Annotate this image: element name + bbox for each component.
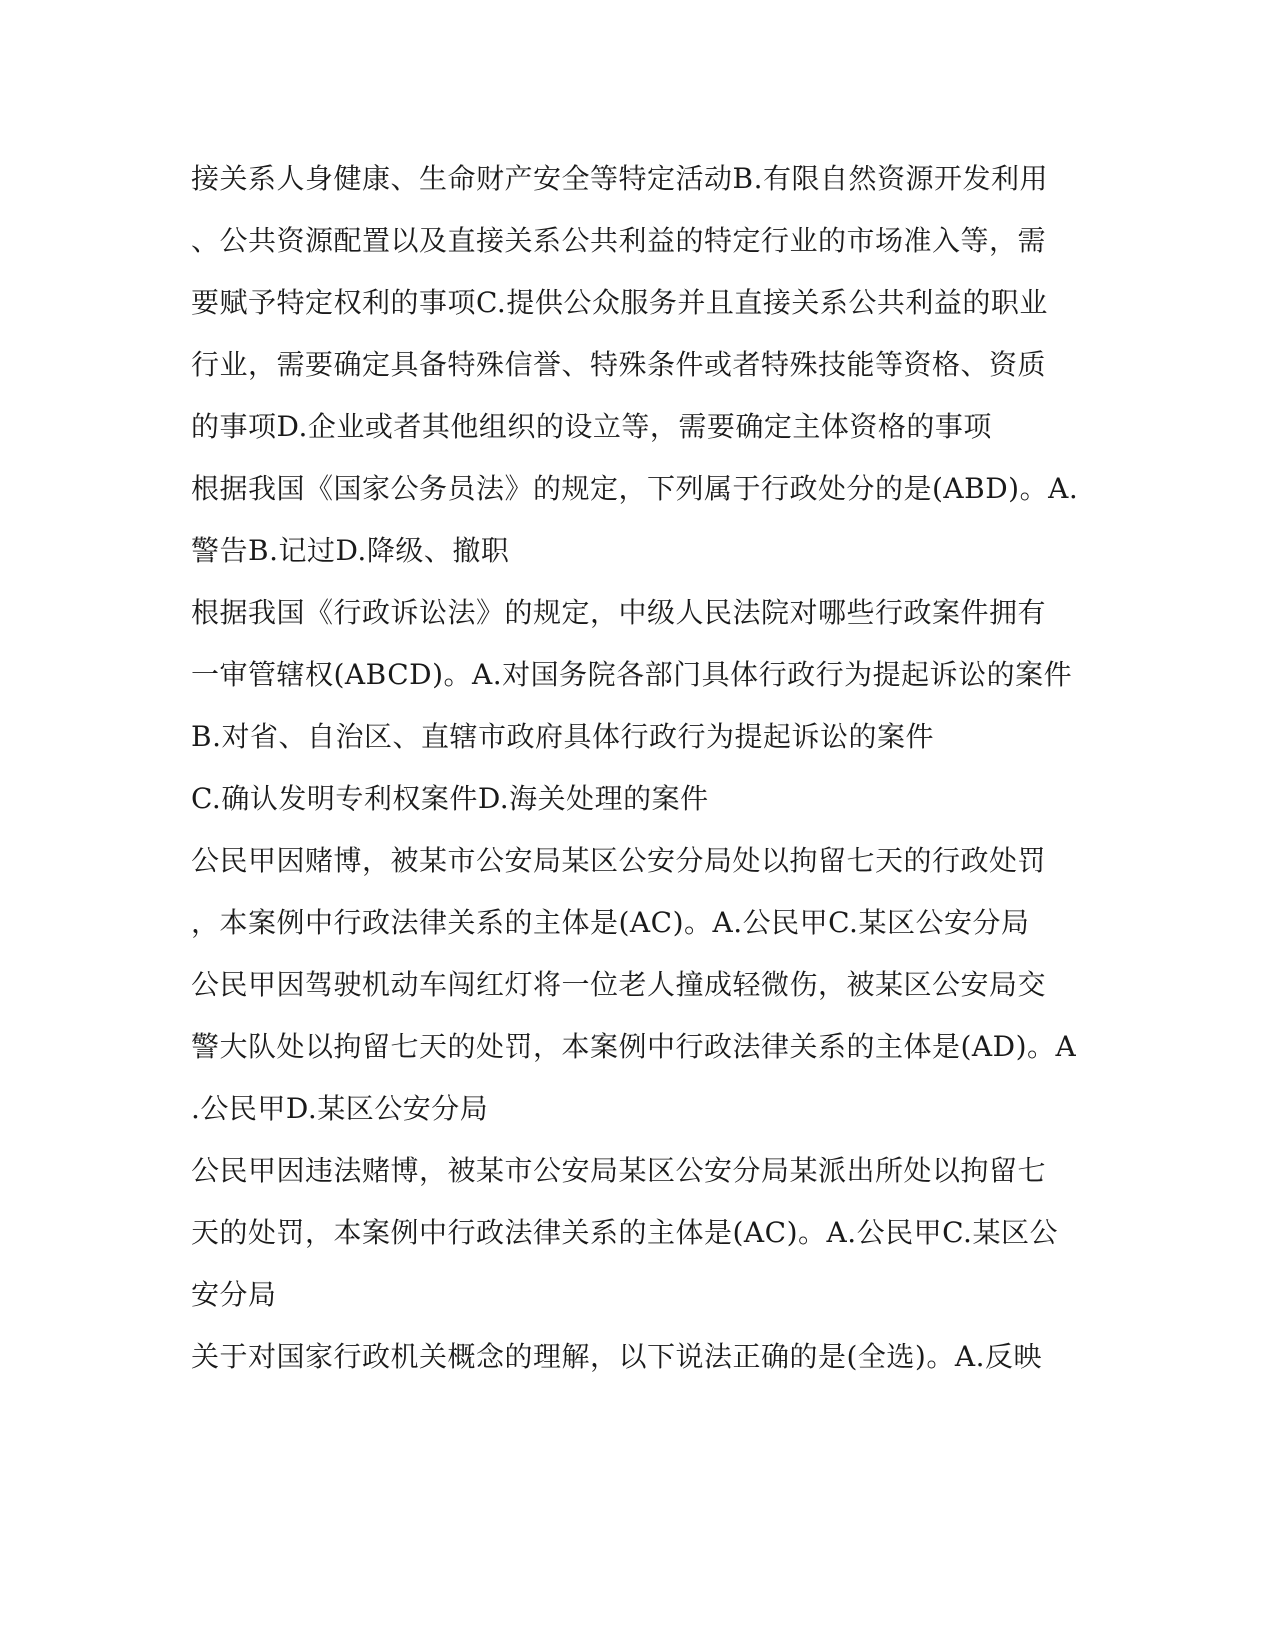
text-line: 根据我国《行政诉讼法》的规定，中级人民法院对哪些行政案件拥有: [191, 596, 1047, 629]
text-line: 根据我国《国家公务员法》的规定，下列属于行政处分的是(ABD)。A.: [191, 472, 1079, 505]
text-line: ，本案例中行政法律关系的主体是(AC)。A.公民甲C.某区公安分局: [191, 906, 1030, 939]
text-line: 要赋予特定权利的事项C.提供公众服务并且直接关系公共利益的职业: [191, 286, 1048, 319]
text-line: 天的处罚，本案例中行政法律关系的主体是(AC)。A.公民甲C.某区公: [191, 1216, 1058, 1249]
text-line: B.对省、自治区、直辖市政府具体行政行为提起诉讼的案件: [191, 720, 934, 753]
text-line: 公民甲因赌博，被某市公安局某区公安分局处以拘留七天的行政处罚: [191, 844, 1047, 877]
text-line: C.确认发明专利权案件D.海关处理的案件: [191, 782, 709, 815]
text-line: 公民甲因驾驶机动车闯红灯将一位老人撞成轻微伤，被某区公安局交: [191, 968, 1047, 1001]
text-line: 安分局: [191, 1278, 277, 1311]
text-line: 行业，需要确定具备特殊信誉、特殊条件或者特殊技能等资格、资质: [191, 348, 1047, 381]
text-line: 一审管辖权(ABCD)。A.对国务院各部门具体行政行为提起诉讼的案件: [191, 658, 1073, 691]
text-line: .公民甲D.某区公安分局: [191, 1092, 489, 1125]
text-line: 接关系人身健康、生命财产安全等特定活动B.有限自然资源开发利用: [191, 162, 1048, 195]
text-line: 警大队处以拘留七天的处罚，本案例中行政法律关系的主体是(AD)。A: [191, 1030, 1077, 1063]
text-line: 关于对国家行政机关概念的理解，以下说法正确的是(全选)。A.反映: [191, 1340, 1042, 1373]
text-line: 、公共资源配置以及直接关系公共利益的特定行业的市场准入等，需: [191, 224, 1047, 257]
text-line: 的事项D.企业或者其他组织的设立等，需要确定主体资格的事项: [191, 410, 992, 443]
text-line: 公民甲因违法赌博，被某市公安局某区公安分局某派出所处以拘留七: [191, 1154, 1047, 1187]
text-line: 警告B.记过D.降级、撤职: [191, 534, 510, 567]
